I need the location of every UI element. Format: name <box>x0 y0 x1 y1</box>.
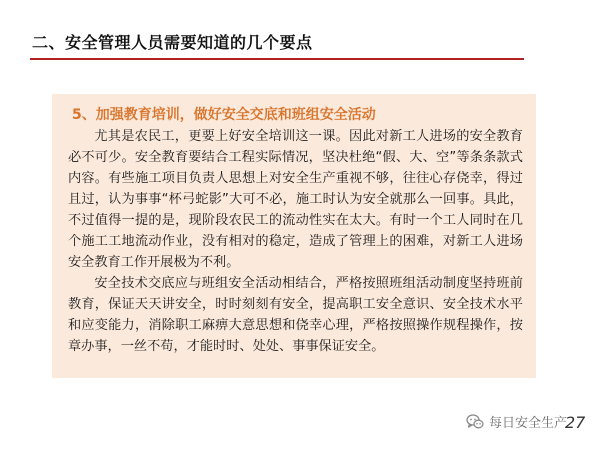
page-number: 27 <box>565 413 586 432</box>
title-divider <box>30 58 524 60</box>
slide-title: 二、安全管理人员需要知道的几个要点 <box>32 33 313 52</box>
body-paragraph-2: 安全技术交底应与班组安全活动相结合，严格按照班组活动制度坚持班前教育，保证天天讲安全，时时刻刻有安全，提高职工安全意识、安全技术水平和应变能力，消除职工麻痹大意思想和侥幸心理，严格按照操作规程操作，按章办事，一丝不苟，才能时时、处处、事事保证安全。 <box>68 276 523 354</box>
brand-label: 每日安全生产 <box>489 416 568 431</box>
watermark <box>466 412 567 431</box>
wechat-icon <box>466 414 484 430</box>
body-paragraph-1: 尤其是农民工，更要上好安全培训这一课。因此对新工人进场的安全教育必不可少。安全教育要结合工程实际情况，坚决杜绝“假、大、空”等条条款式内容。有些施工项目负责人思想上对安全生产重视不够，往往心存侥幸，得过且过，认为事事“杯弓蛇影”大可不必，施工时认为安全就那么一回事。具此，不过值得一提的是，现阶段农民工的流动性实在太大。有时一个工人同时在几个施工工地流动作业，没有相对的稳定，造成了管理上的困难，对新工人进场安全教育工作开展极为不利。 <box>68 129 523 270</box>
section-heading: 5、加强教育培训，做好安全交底和班组安全活动 <box>72 107 376 123</box>
